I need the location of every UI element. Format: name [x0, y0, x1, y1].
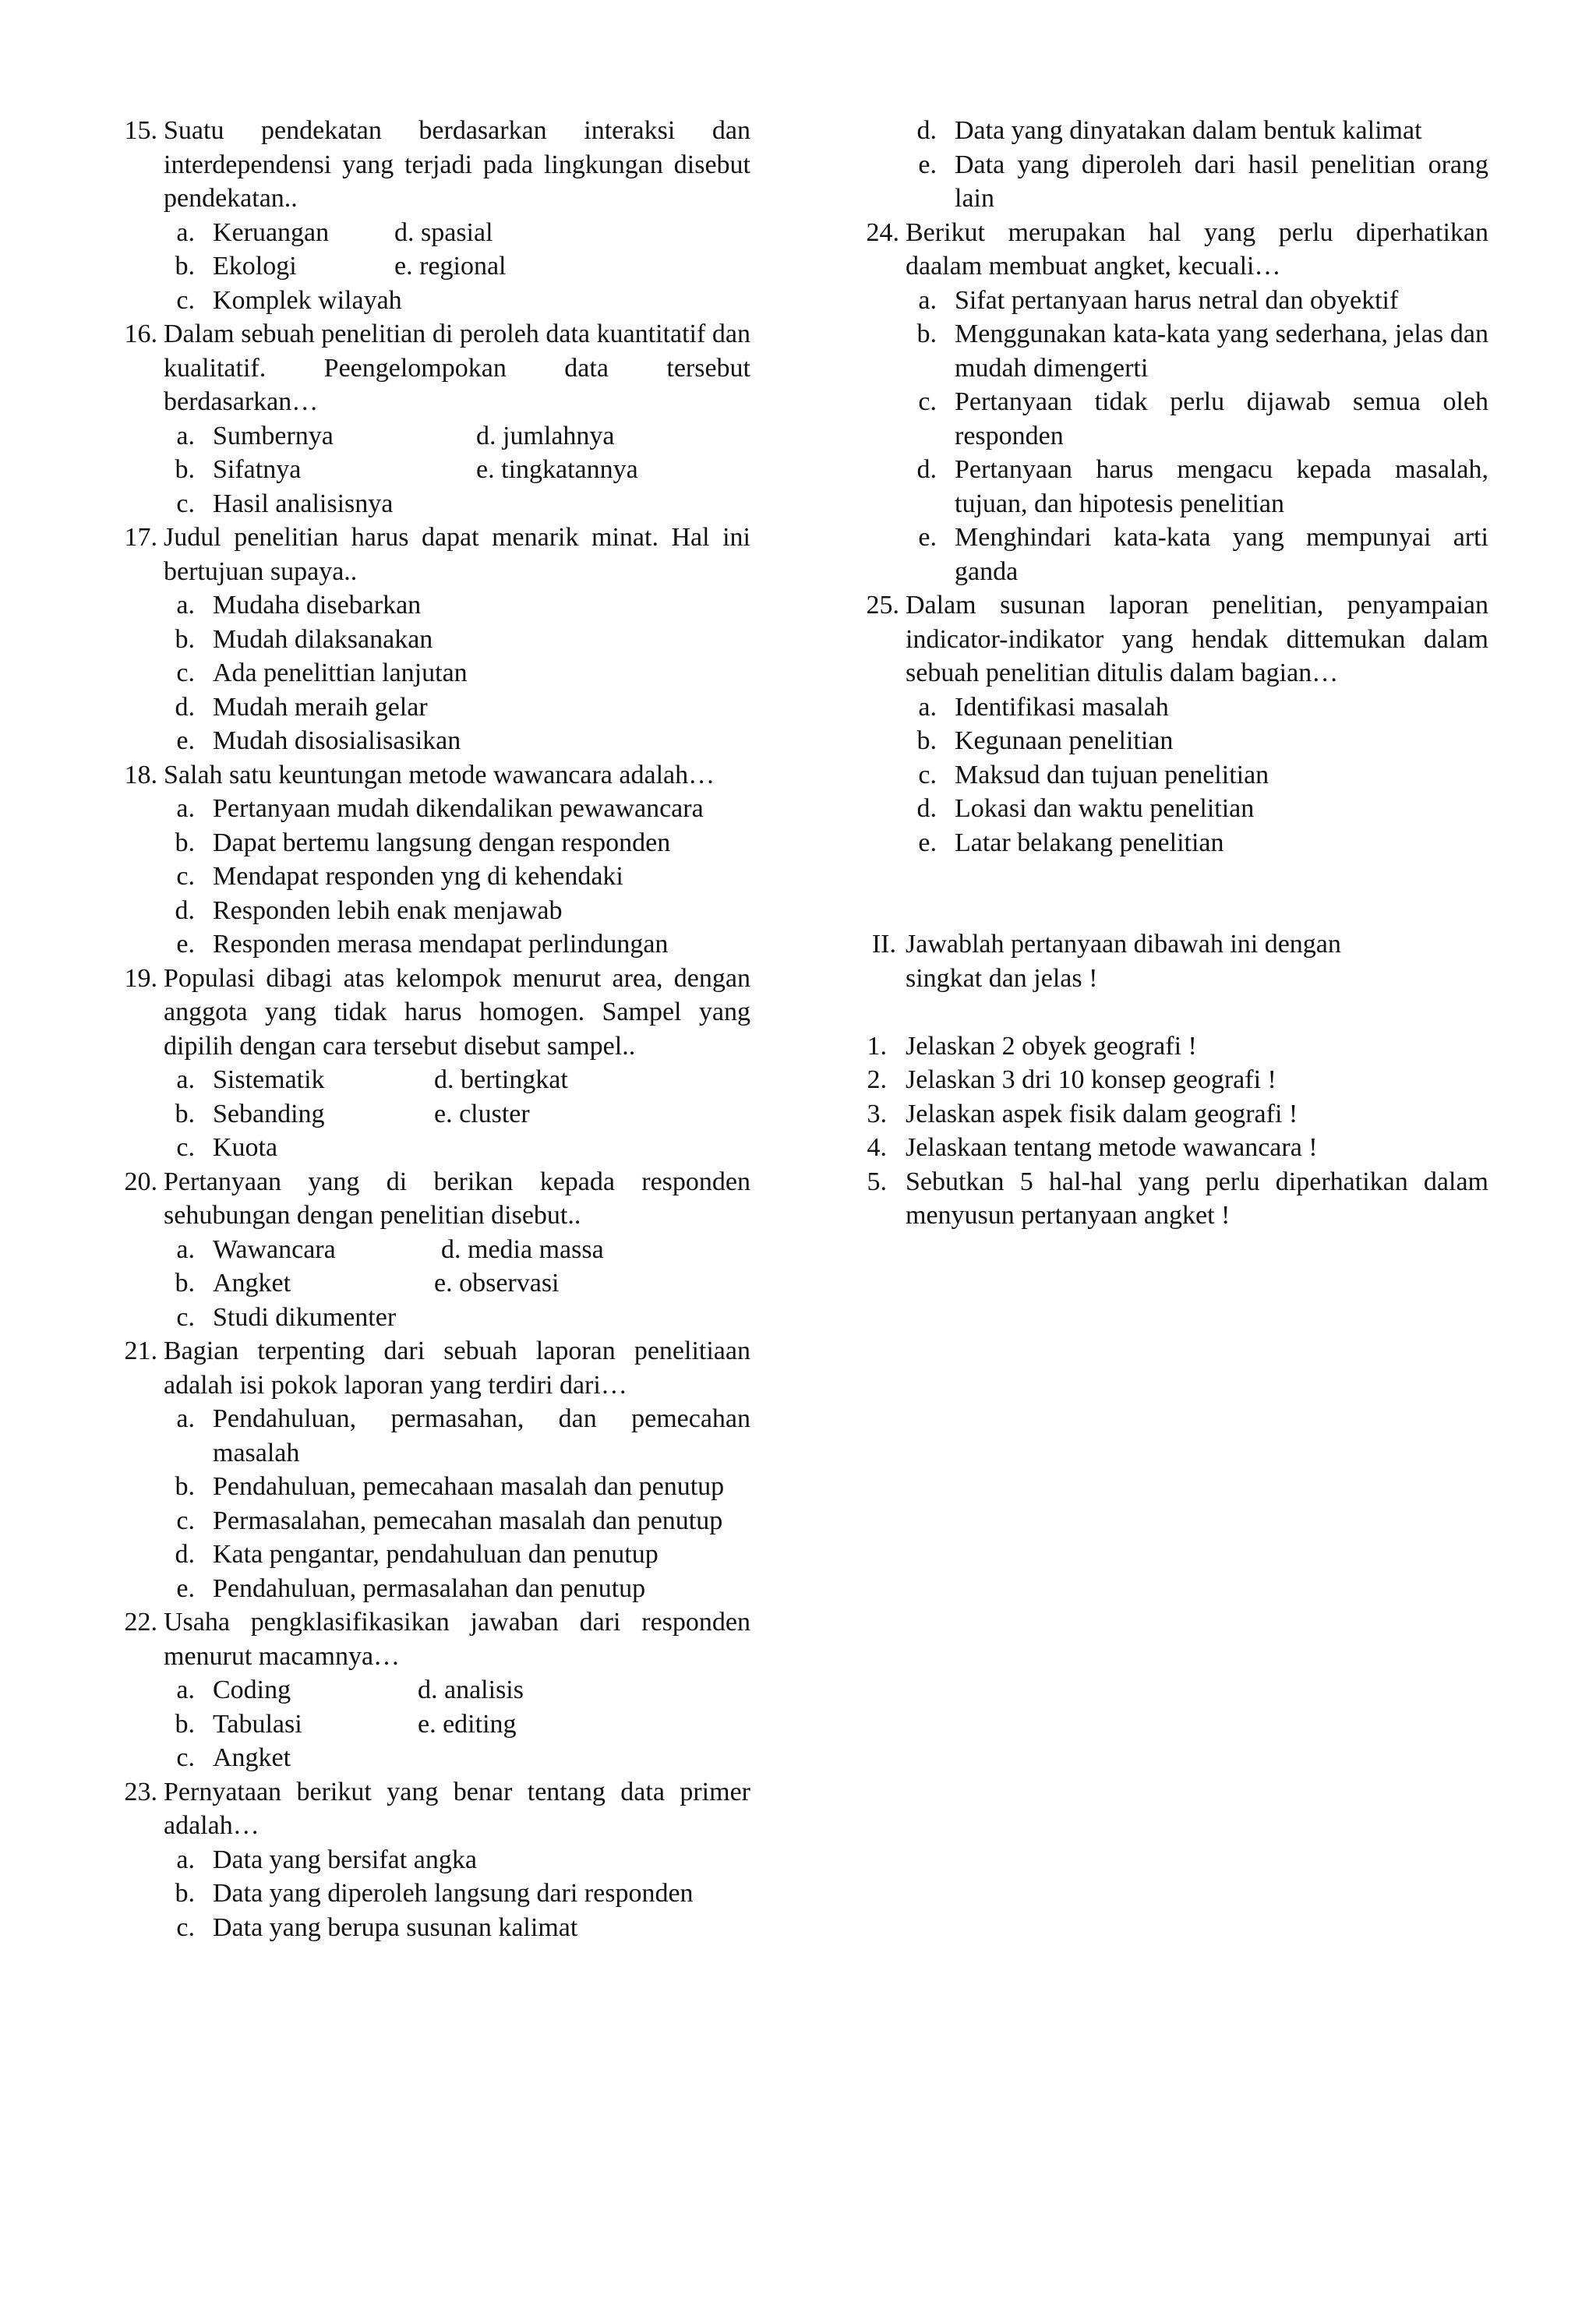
option-a: a. Identifikasi masalah: [918, 692, 1169, 722]
option-d: d. spasial: [394, 217, 493, 247]
option-c: c. Permasalahan, pemecahan masalah dan penutup: [176, 1506, 723, 1535]
essay-question-2: 2. Jelaskan 3 dri 10 konsep geografi !: [867, 1065, 1276, 1094]
question-text: Judul penelitian harus dapat menarik minat. Hal ini bertujuan supaya..: [164, 523, 750, 586]
question-number: 18.: [124, 760, 157, 789]
question-17: [114, 521, 750, 758]
option-d: d. Data yang dinyatakan dalam bentuk kalimat: [916, 116, 1422, 145]
question-number: 19.: [124, 963, 157, 993]
question-25: [856, 588, 1488, 860]
option-d: d. media massa: [441, 1234, 604, 1264]
option-a: a. Sistematik: [176, 1065, 325, 1094]
option-e: e. Responden merasa mendapat perlindungan: [176, 930, 669, 959]
option-a: a. Coding: [176, 1676, 291, 1704]
section-number: II.: [871, 930, 896, 959]
option-e: e. Mudah disosialisasikan: [176, 726, 461, 755]
option-b: b. Mudah dilaksanakan: [175, 624, 433, 654]
option-d: d. jumlahnya: [476, 421, 615, 450]
question-15: [114, 114, 750, 317]
option-a: a. Keruangan: [176, 217, 330, 247]
option-c: c. Hasil analisisnya: [176, 489, 394, 518]
question-text: Salah satu keuntungan metode wawancara adalah…: [164, 760, 715, 789]
option-e: e. Pendahuluan, permasalahan dan penutup: [176, 1573, 646, 1603]
option-c: c. Maksud dan tujuan penelitian: [918, 760, 1269, 789]
question-text: Bagian terpenting dari sebuah laporan penelitiaan adalah isi pokok laporan yang terdiri dari…: [164, 1337, 750, 1400]
option-e: e. tingkatannya: [476, 455, 638, 484]
question-22: [114, 1605, 750, 1775]
option-d: d. Kata pengantar, pendahuluan dan penutup: [175, 1540, 659, 1569]
option-c: c. Mendapat responden yng di kehendaki: [176, 862, 623, 891]
section-instruction: Jawablah pertanyaan dibawah ini dengan singkat dan jelas !: [906, 930, 1341, 993]
option-b: b. Tabulasi: [175, 1709, 302, 1739]
right-column: [856, 114, 1488, 1233]
question-21: [114, 1334, 750, 1605]
option-b: b. Menggunakan kata-kata yang sederhana, jelas dan mudah dimengerti: [916, 320, 1488, 383]
essay-question-4: 4. Jelaskaan tentang metode wawancara !: [867, 1133, 1318, 1162]
option-a: a. Pertanyaan mudah dikendalikan pewawancara: [176, 794, 704, 823]
question-16: [114, 317, 750, 521]
option-a: a. Mudaha disebarkan: [176, 591, 422, 620]
option-d: d. analisis: [418, 1676, 524, 1704]
option-e: e. Data yang diperoleh dari hasil penelitian orang lain: [918, 150, 1488, 213]
option-b: b. Ekologi: [175, 252, 297, 281]
option-a: a. Wawancara: [176, 1234, 336, 1264]
question-23: [114, 1775, 750, 1945]
question-number: 24.: [866, 217, 899, 247]
option-c: c. Data yang berupa susunan kalimat: [176, 1912, 578, 1942]
question-24: [856, 216, 1488, 589]
option-b: b. Sebanding: [175, 1099, 325, 1128]
essay-question-1: 1. Jelaskan 2 obyek geografi !: [867, 1031, 1197, 1061]
option-b: b. Dapat bertemu langsung dengan responden: [175, 828, 671, 857]
option-d: d. Mudah meraih gelar: [175, 692, 428, 722]
option-e: e. editing: [418, 1709, 517, 1739]
essay-question-list: [856, 1029, 1488, 1233]
question-number: 17.: [124, 523, 157, 552]
question-text: Populasi dibagi atas kelompok menurut area, dengan anggota yang tidak harus homogen. Sampel yang dipilih dengan cara tersebut disebut sampel..: [164, 963, 750, 1061]
option-d: d. Pertanyaan harus mengacu kepada masalah, tujuan, dan hipotesis penelitian: [916, 455, 1488, 518]
option-a: a. Sifat pertanyaan harus netral dan obyektif: [918, 285, 1399, 315]
essay-question-5: 5. Sebutkan 5 hal-hal yang perlu diperhatikan dalam menyusun pertanyaan angket !: [867, 1167, 1488, 1230]
question-number: 16.: [124, 320, 157, 348]
section-ii-heading: [856, 927, 1488, 995]
option-b: b. Angket: [175, 1269, 291, 1298]
option-e: e. regional: [394, 252, 507, 281]
question-text: Pernyataan berikut yang benar tentang data primer adalah…: [164, 1777, 750, 1840]
question-text: Suatu pendekatan berdasarkan interaksi dan interdependensi yang terjadi pada lingkungan disebut pendekatan..: [164, 116, 750, 213]
essay-question-3: 3. Jelaskan aspek fisik dalam geografi !: [867, 1099, 1298, 1128]
question-18: [114, 758, 750, 962]
left-column: [114, 114, 750, 1944]
question-text: Dalam susunan laporan penelitian, penyampaian indicator-indikator yang hendak dittemukan dalam sebuah penelitian ditulis dalam bagian…: [906, 591, 1488, 687]
option-b: b. Pendahuluan, pemecahaan masalah dan penutup: [175, 1472, 725, 1501]
option-c: c. Angket: [176, 1743, 291, 1772]
question-number: 20.: [124, 1167, 157, 1196]
question-text: Pertanyaan yang di berikan kepada responden sehubungan dengan penelitian disebut..: [164, 1167, 750, 1230]
option-b: b. Kegunaan penelitian: [916, 726, 1174, 755]
option-b: b. Data yang diperoleh langsung dari responden: [175, 1879, 694, 1908]
question-number: 15.: [124, 116, 157, 145]
option-b: b. Sifatnya: [175, 455, 302, 484]
option-e: e. Latar belakang penelitian: [918, 828, 1224, 857]
option-e: e. cluster: [434, 1099, 530, 1128]
question-number: 21.: [124, 1337, 157, 1365]
question-19: [114, 962, 750, 1165]
option-d: d. Responden lebih enak menjawab: [175, 895, 563, 925]
option-a: a. Data yang bersifat angka: [176, 1845, 477, 1874]
option-c: c. Komplek wilayah: [176, 285, 402, 315]
option-d: d. bertingkat: [434, 1065, 568, 1094]
option-c: c. Studi dikumenter: [176, 1302, 397, 1332]
question-text: Dalam sebuah penelitian di peroleh data kuantitatif dan kualitatif. Peengelompokan data tersebut berdasarkan…: [164, 320, 750, 416]
question-text: Berikut merupakan hal yang perlu diperhatikan daalam membuat angket, kecuali…: [906, 217, 1488, 281]
question-23-continued: [856, 114, 1488, 216]
section-spacer: [856, 860, 1488, 927]
question-text: Usaha pengklasifikasikan jawaban dari responden menurut macamnya…: [164, 1608, 750, 1671]
option-a: a. Sumbernya: [176, 421, 334, 450]
option-e: e. observasi: [434, 1269, 560, 1298]
question-number: 22.: [124, 1608, 157, 1637]
question-number: 25.: [866, 591, 899, 620]
option-c: c. Ada penelittian lanjutan: [176, 659, 468, 687]
option-c: c. Pertanyaan tidak perlu dijawab semua oleh responden: [918, 387, 1488, 450]
question-number: 23.: [124, 1777, 157, 1806]
option-e: e. Menghindari kata-kata yang mempunyai arti ganda: [918, 523, 1488, 586]
question-20: [114, 1165, 750, 1335]
option-d: d. Lokasi dan waktu penelitian: [916, 794, 1255, 823]
option-c: c. Kuota: [176, 1133, 278, 1162]
option-a: a. Pendahuluan, permasahan, dan pemecahan masalah: [176, 1404, 750, 1467]
